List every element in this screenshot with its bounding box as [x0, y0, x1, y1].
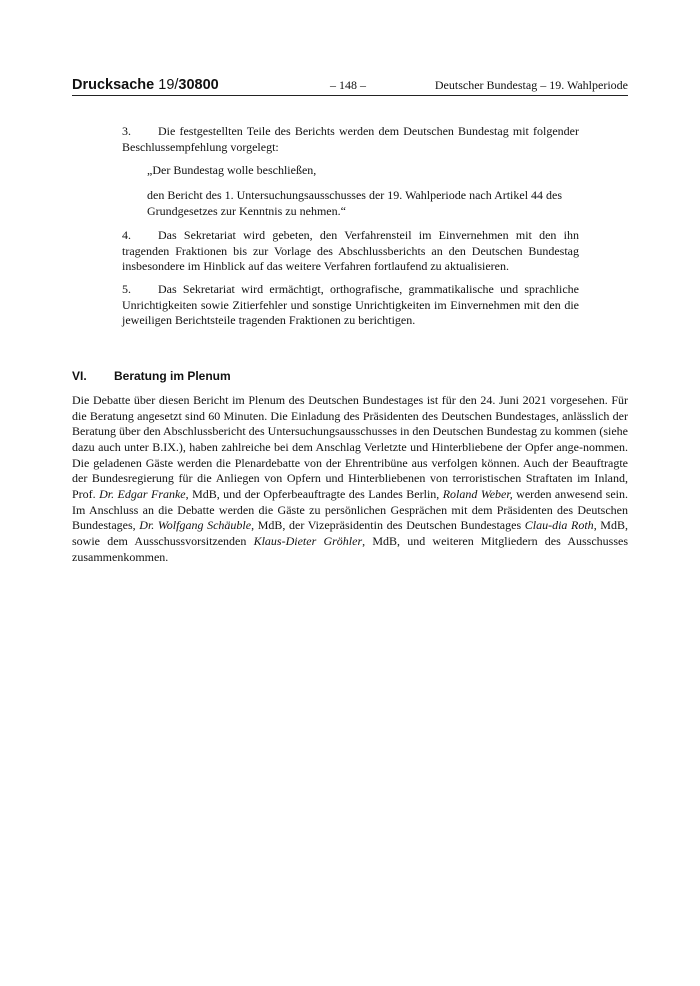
quote-line-2: den Bericht des 1. Untersuchungsausschusses der 19. Wahlperiode nach Artikel 44 des Grundgesetzes zur Kenntnis zu nehmen.“ [147, 188, 563, 218]
document-id [72, 77, 219, 93]
header-publisher: Deutscher Bundestag – 19. Wahlperiode [434, 78, 628, 92]
item-3-text: Die festgestellten Teile des Berichts werden dem Deutschen Bundestag mit folgender Beschlussempfehlung vorgelegt: [122, 124, 579, 154]
doc-label: Drucksache [72, 77, 155, 93]
section-title: Beratung im Plenum [114, 369, 231, 383]
item-5-text: Das Sekretariat wird ermächtigt, orthografische, grammatikalische und sprachliche Unrichtigkeiten sowie Zitierfehler und sonstige Unrichtigkeiten im Einvernehmen mit den die jeweiligen Berichtsteile tragenden Fraktionen zu berichtigen. [122, 282, 579, 328]
section-number: VI. [72, 369, 87, 383]
item-4-number: 4. [122, 228, 131, 242]
item-4-text: Das Sekretariat wird gebeten, den Verfahrensteil im Einvernehmen mit den ihn tragenden Fraktionen bis zur Vorlage des Abschlussberichts an den Deutschen Bundestag insbesondere im Hinblick auf das weitere Verfahren fortlaufend zu aktualisieren. [122, 228, 579, 274]
doc-number: 30800 [178, 77, 219, 93]
paragraph-text-4: , MdB, der Vizepräsidentin des Deutschen Bundestages [251, 518, 525, 533]
page-number: – 148 – [330, 78, 366, 92]
item-3 [122, 124, 579, 155]
doc-year: 19/ [158, 77, 179, 93]
page-header [72, 77, 628, 96]
paragraph-text-5: , MdB, sowie dem Ausschussvorsitzenden [72, 518, 628, 548]
person-name-groehler: Klaus-Dieter Gröhler [253, 533, 363, 548]
person-name-schaeuble: Dr. Wolfgang Schäuble [139, 518, 252, 533]
item-4 [122, 228, 579, 275]
paragraph-text-6: , MdB, und weiteren Mitgliedern des Ausschusses zusammenkommen. [72, 533, 628, 564]
item-3-number: 3. [122, 124, 131, 138]
item-5-number: 5. [122, 282, 131, 296]
person-name-franke: Dr. Edgar Franke [99, 486, 186, 501]
paragraph-text-2: , MdB, und der Opferbeauftragte des Landes Berlin, [185, 486, 443, 501]
person-name-weber: Roland Weber, [442, 486, 513, 501]
paragraph-text-3: werden anwesend sein. Im Anschluss an die Debatte werden die Gäste zu persönlichen Gesprächen mit dem Präsidenten des Deutschen Bundestages, [72, 486, 628, 533]
quote-line-1: „Der Bundestag wolle beschließen, [147, 163, 317, 177]
item-5 [122, 282, 579, 329]
section-heading [72, 369, 231, 384]
body-paragraph [72, 393, 628, 565]
person-name-roth: Clau-dia Roth [524, 518, 594, 533]
paragraph-text-1: Die Debatte über diesen Bericht im Plenum des Deutschen Bundestages ist für den 24. Juni 2021 vorgesehen. Für die Beratung angesetzt sind 60 Minuten. Die Einladung des Präsidenten des Deutschen Bundestages, anlässlich der Beratung über den Abschlussbericht des Untersuchungsausschusses in den Deutschen Bundestag zu kommen (siehe dazu auch unter B.IX.), haben zahlreiche bei dem Anschlag Verletzte und Hinterbliebene der Opfer ange-nommen. Die geladenen Gäste werden die Plenardebatte von der Ehrentribüne aus verfolgen können. Auch der Beauftragte der Bundesregierung für die Anliegen von Opfern und Hinterbliebenen von terroristischen Straftaten im Inland, Prof. [72, 393, 628, 501]
